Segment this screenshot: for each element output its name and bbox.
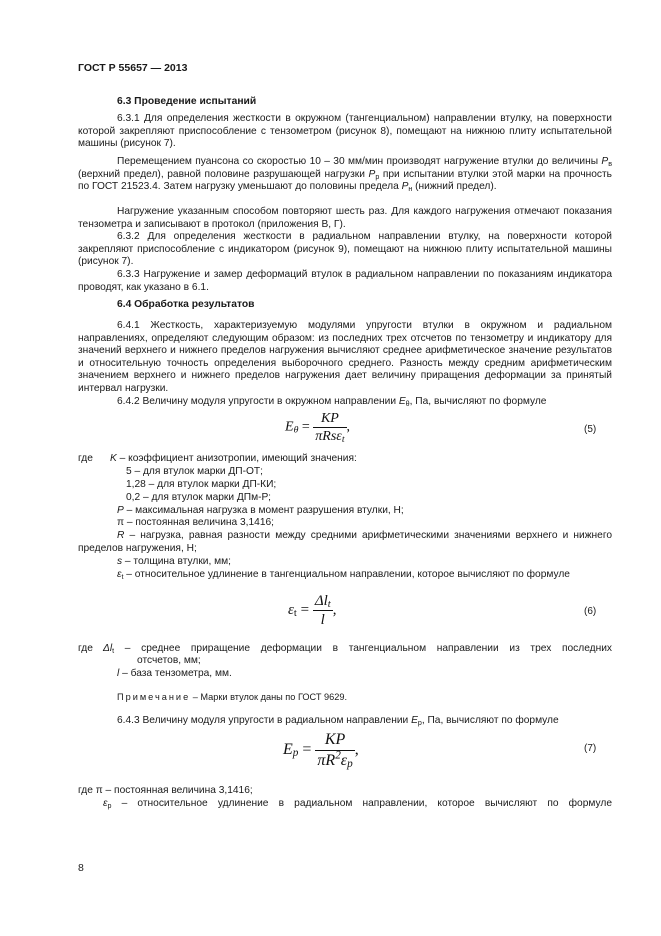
denominator [313, 427, 346, 445]
note [117, 691, 347, 704]
formula-6 [288, 592, 336, 629]
def-p [117, 505, 404, 518]
denominator-sub: p [347, 758, 353, 770]
denominator: l [313, 610, 333, 629]
subscript: в [608, 160, 612, 168]
paragraph-6-3-1: 6.3.1 Для определения жесткости в окружном (тангенциальном) направлении втулку, на поверхности которой закрепляют приспособление с тензометром (рисунок 8), помещают на нижнюю плиту испытательной машины (рисунок 7). [78, 113, 612, 150]
symbol-p: P [401, 181, 409, 193]
text: 6.4.3 Величину модуля упругости в радиальном направлении [117, 715, 412, 726]
def-k-value-3: 0,2 – для втулок марки ДПм-Р; [126, 492, 271, 503]
equals: = [301, 419, 310, 435]
text: – коэффициент анизотропии, имеющий значения: [116, 453, 357, 464]
paragraph-repeat: Нагружение указанным способом повторяют шесть раз. Для каждого нагружения отмечают показания тензометра и записывают в протокол (приложения В, Г). [78, 206, 612, 230]
def-pi: π – постоянная величина 3,1416; [117, 517, 275, 528]
numerator: KP [320, 411, 339, 426]
symbol-e: E [398, 396, 406, 407]
comma: , [346, 419, 351, 435]
symbol-l: l [117, 668, 120, 679]
numerator-text: Δl [314, 593, 328, 609]
note-text: – Марки втулок даны по ГОСТ 9629. [190, 692, 348, 702]
symbol-s: s [117, 556, 123, 567]
subscript: р [375, 172, 380, 181]
paragraph-6-3-2: 6.3.2 Для определения жесткости в радиальном направлении втулку, на поверхности которой закрепляют приспособление с индикатором (рисунок 9), помещают на нижнюю плиту испытательной машины (рисунок 7). [78, 231, 612, 268]
def-s [117, 556, 231, 569]
paragraph-6-4-1: 6.4.1 Жесткость, характеризуемую модулями упругости втулки в окружном и радиальном направлениях, определяют следующим образом: из последних трех отсчетов по тензометру и индикатору для значений верхнего и нижнего пределов нагружения вычисляют среднее арифметическое значение результатов и относительную точность определения выборочного среднего. Разность между средним арифметическим значением верхнего и нижнего пределов нагружения дает величину приращения деформации за принятый интервал нагрузки. [78, 320, 612, 394]
def-l [117, 668, 232, 681]
symbol-r: R [117, 530, 125, 541]
formula-7 [283, 730, 359, 771]
subscript: t [112, 647, 115, 655]
text: – относительное удлинение в радиальном направлении, которое вычисляют по формуле [111, 798, 612, 809]
text: – база тензометра, мм. [119, 668, 232, 679]
def-eps-t [78, 569, 612, 582]
symbol-eps: ε [103, 798, 108, 809]
formula-lhs: E [283, 741, 293, 759]
denominator-text: πR [317, 752, 336, 769]
def-r [78, 530, 612, 555]
symbol-e: E [411, 715, 418, 726]
text: – толщина втулки, мм; [122, 556, 231, 567]
fraction [315, 730, 354, 771]
formula-lhs: E [285, 419, 294, 435]
text: (верхний предел), равной половине разрушающей нагрузки [78, 168, 369, 180]
subscript: р [417, 719, 422, 727]
text: – нагрузка, равная разности между средними арифметическими значениями верхнего и нижнего пределов нагружения, Н; [78, 530, 612, 554]
section-6-4-title: 6.4 Обработка результатов [117, 299, 255, 310]
subscript: θ [405, 400, 410, 408]
paragraph-6-3-3: 6.3.3 Нагружение и замер деформаций втулок в радиальном направлении по показаниям индикатора проводят, как указано в 6.1. [78, 269, 612, 293]
def-delta-l-cont: отсчетов, мм; [137, 655, 201, 666]
comma: , [354, 741, 359, 759]
denominator [315, 750, 354, 771]
def-pi-2: где π – постоянная величина 3,1416; [78, 785, 253, 796]
denominator-eps: ε [340, 752, 348, 769]
page-number: 8 [78, 862, 84, 874]
fraction [313, 592, 333, 629]
paragraph-6-4-2 [78, 396, 612, 409]
symbol-delta-l: Δl [103, 643, 113, 654]
formula-5 [285, 410, 350, 445]
text: – относительное удлинение в тангенциальном направлении, которое вычисляют по формуле [123, 569, 570, 580]
formula-lhs: ε [288, 601, 294, 618]
text: – среднее приращение деформации в тангенциальном направлении из трех последних [114, 643, 612, 654]
formula-lhs-sub: p [292, 747, 299, 760]
where-label: где [78, 643, 93, 654]
text: при испытании втулки этой марки на прочность по ГОСТ 21523.4. Затем нагрузку уменьшают до половины предела [78, 168, 612, 193]
formula-5-number: (5) [584, 424, 597, 435]
def-k-value-1: 5 – для втулок марки ДП-ОТ; [126, 466, 263, 477]
symbol-p: P [601, 156, 609, 167]
subscript: р [107, 802, 112, 810]
paragraph-loading [78, 156, 612, 194]
equals: = [302, 741, 312, 759]
symbol-p: P [117, 505, 124, 516]
text: Перемещением пуансона со скоростью 10 – 30 мм/мин производят нагружение втулки до величины [117, 156, 602, 167]
text: – максимальная нагрузка в момент разрушения втулки, Н; [123, 505, 404, 516]
text: (нижний предел). [412, 181, 497, 193]
subscript: t [121, 573, 124, 581]
numerator-sub: t [327, 599, 331, 610]
numerator [313, 592, 333, 610]
denominator-sub: t [341, 434, 345, 445]
formula-lhs-sub: θ [293, 424, 299, 436]
subscript: н [408, 185, 413, 194]
symbol-p: P [368, 168, 376, 180]
text: 6.4.2 Величину модуля упругости в окружном направлении [117, 396, 399, 407]
symbol-eps: ε [117, 569, 122, 580]
comma: , [332, 601, 337, 618]
section-6-3-title: 6.3 Проведение испытаний [117, 96, 257, 107]
denominator-sup: 2 [335, 749, 341, 762]
symbol-k: K [110, 453, 117, 464]
numerator: KP [324, 731, 346, 748]
equals: = [300, 601, 310, 618]
text: , Па, вычисляют по формуле [421, 715, 559, 726]
denominator-text: πRsε [315, 429, 342, 444]
formula-lhs-sub: t [293, 607, 297, 619]
paragraph-6-4-3 [78, 715, 612, 728]
text: , Па, вычисляют по формуле [409, 396, 547, 407]
def-k-value-2: 1,28 – для втулок марки ДП-КИ; [126, 479, 277, 490]
formula-7-number: (7) [584, 743, 597, 754]
def-eps-p [103, 798, 612, 811]
where-label: где [78, 453, 93, 464]
def-delta-l [103, 643, 612, 656]
formula-6-number: (6) [584, 606, 597, 617]
fraction [313, 410, 346, 445]
note-label: Примечание [117, 692, 191, 702]
def-k [110, 453, 357, 466]
document-header: ГОСТ Р 55657 — 2013 [78, 62, 188, 74]
